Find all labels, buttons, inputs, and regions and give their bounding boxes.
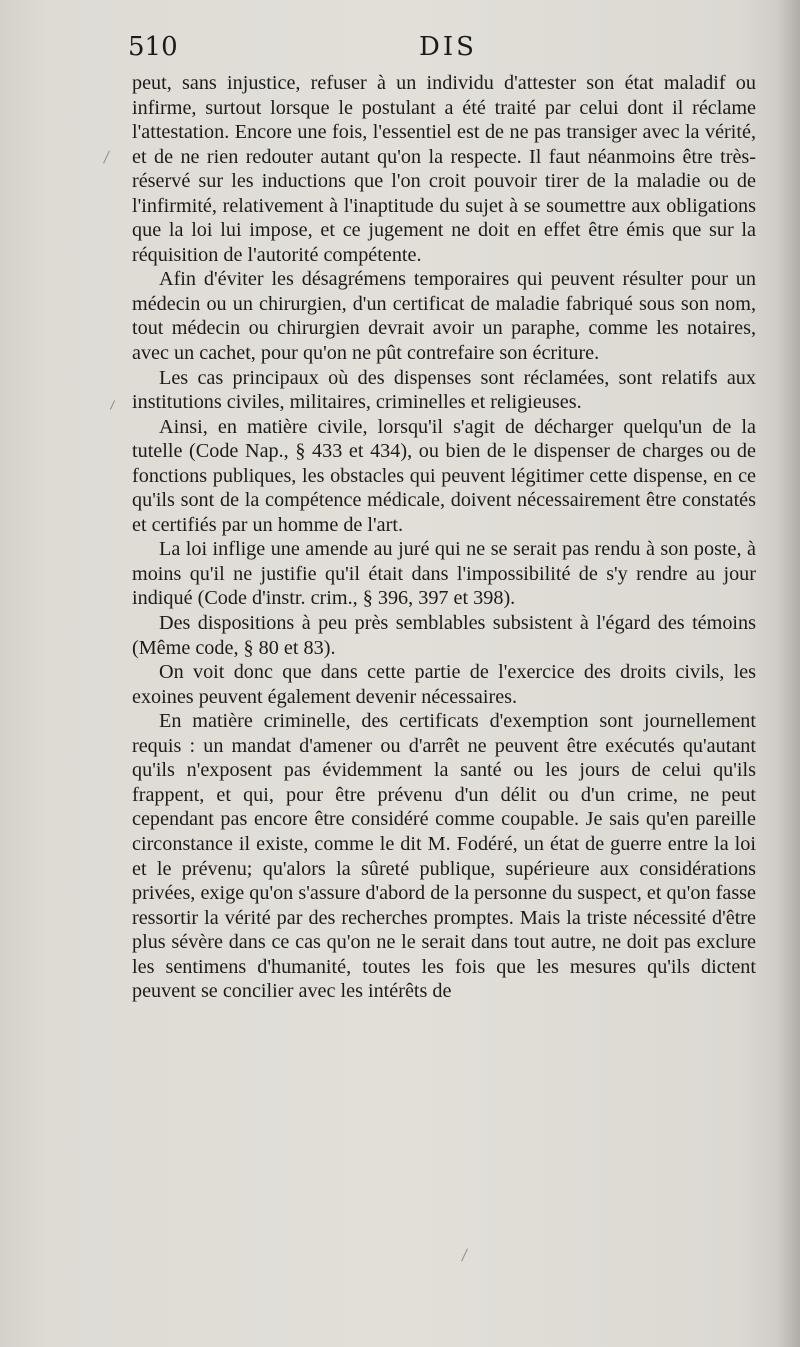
paragraph-5: La loi inflige une amende au juré qui ne se serait pas rendu à son poste, à moins qu'il ne justifie qu'il était dans l'impossibilité de s'y rendre au jour indiqué (Code d'instr. crim., § 396, 397 et 398). — [132, 538, 756, 610]
paragraph-2: Afin d'éviter les désagrémens temporaires qui peuvent résulter pour un médecin ou un chirurgien, d'un certificat de maladie fabriqué sous son nom, tout médecin ou chirurgien devrait avoir un paraphe, comme les notaires, avec un cachet, pour qu'on ne pût contrefaire son écriture. — [132, 268, 756, 365]
paragraph-7: On voit donc que dans cette partie de l'exercice des droits civils, les exoines peuvent également devenir nécessaires. — [132, 661, 756, 708]
page-edge-shadow — [778, 0, 800, 1347]
paragraph-6: Des dispositions à peu près semblables subsistent à l'égard des témoins (Même code, § 80 et 83). — [132, 612, 756, 659]
pencil-mark — [461, 1248, 468, 1261]
paragraph-1: peut, sans injustice, refuser à un individu d'attester son état maladif ou infirme, surtout lorsque le postulant a été traité par celui dont il réclame l'attestation. Encore une fois, l'essentiel est de ne pas transiger avec la vérité, et de ne rien redouter autant qu'on la respecte. Il faut néanmoins être très-réservé sur les inductions que l'on croit pouvoir tirer de la maladie ou de l'infirmité, relativement à l'inaptitude du sujet à se soumettre aux obligations que la loi lui impose, et ce jugement ne doit en effet être émis que sur la réquisition de l'autorité compétente. — [132, 72, 756, 266]
paragraph-8: En matière criminelle, des certificats d'exemption sont journellement requis : un mandat d'amener ou d'arrêt ne peuvent être exécutés qu'autant qu'ils n'exposent pas évidemment la santé ou les jours de celui qu'ils frappent, et qui, pour être prévenu d'un délit ou d'un crime, ne peut cependant pas encore être considéré comme coupable. Je sais qu'en pareille circonstance il existe, comme le dit M. Fodéré, un état de guerre entre la loi et le prévenu; qu'alors la sûreté publique, supérieure aux considérations privées, exige qu'on s'assure d'abord de la personne du suspect, et qu'on fasse ressortir la vérité par des recherches promptes. Mais la triste nécessité d'être plus sévère dans ce cas qu'on ne le serait dans tout autre, ne doit pas exclure les sentimens d'humanité, toutes les fois que les mesures qu'ils dictent peuvent se concilier avec les intérêts de — [132, 710, 756, 1003]
pencil-mark — [103, 150, 110, 163]
running-head: DIS — [419, 32, 477, 62]
body-text — [132, 71, 756, 1004]
page-header — [128, 32, 764, 72]
paragraph-4: Ainsi, en matière civile, lorsqu'il s'agit de décharger quelqu'un de la tutelle (Code Nap., § 433 et 434), ou bien de le dispenser de charges ou de fonctions publiques, les obstacles qui peuvent légitimer cette dispense, en ce qu'ils sont de la compétence médicale, doivent nécessairement être constatés et certifiés par un homme de l'art. — [132, 415, 756, 536]
pencil-mark — [110, 400, 115, 409]
paragraph-3: Les cas principaux où des dispenses sont réclamées, sont relatifs aux institutions civiles, militaires, criminelles et religieuses. — [132, 366, 756, 414]
page-number: 510 — [128, 32, 178, 62]
